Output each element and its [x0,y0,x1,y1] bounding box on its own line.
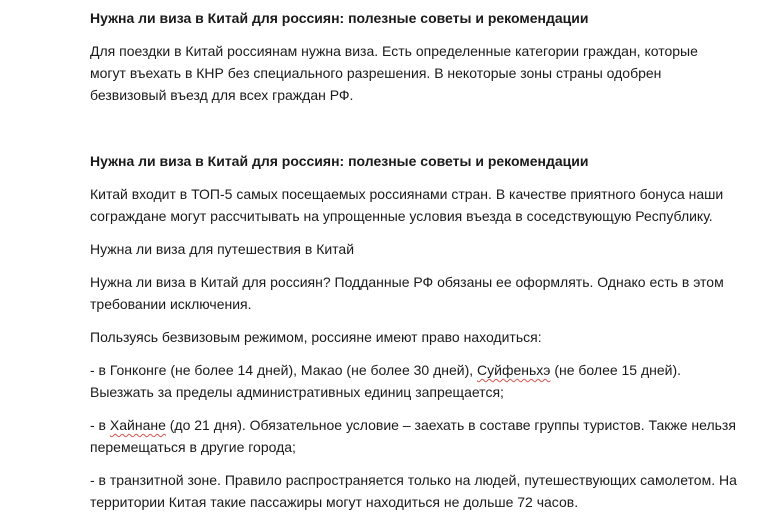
intro-line-2: могут въехать в КНР без специального разрешения. В некоторые зоны страны одобрен [90,65,662,81]
bullet-2-line-1 [90,414,736,436]
subheading: Нужна ли виза для путешествия в Китай [90,241,355,257]
intro-line-3: безвизовый въезд для всех граждан РФ. [90,87,354,103]
bullet-1-line-1 [90,359,681,381]
bullet-1-line-2: Выезжать за пределы административных единиц запрещается; [90,384,504,400]
bullet-2-text-b: (до 21 дня). Обязательное условие – заехать в составе группы туристов. Также нельзя [165,417,736,433]
bullet-2-line-2: перемещаться в другие города; [90,439,296,455]
bullet-1-text-a: - в Гонконге (не более 14 дней), Макао (не более 30 дней), [90,362,478,378]
heading-1: Нужна ли виза в Китай для россиян: полезные советы и рекомендации [90,10,589,26]
bullet-1-text-b: (не более 15 дней). [550,362,682,378]
para-3: Пользуясь безвизовым режимом, россияне имеют право находиться: [90,329,542,345]
para-2-line-1: Нужна ли виза в Китай для россиян? Подданные РФ обязаны ее оформлять. Однако есть в этом [90,274,724,290]
para-1-line-2: сограждане могут рассчитывать на упрощенные условия въезда в соседствующую Республику. [90,208,713,224]
para-2-line-2: требовании исключения. [90,296,252,312]
intro-line-1: Для поездки в Китай россиянам нужна виза. Есть определенные категории граждан, которые [90,43,698,59]
para-1-line-1: Китай входит в ТОП-5 самых посещаемых россиянами стран. В качестве приятного бонуса наши [90,186,724,202]
misspelled-word-suifenhe[interactable]: Суйфеньхэ [477,362,551,378]
misspelled-word-hainan[interactable]: Хайнане [109,417,166,433]
bullet-3-line-2: территории Китая такие пассажиры могут находиться не дольше 72 часов. [90,494,579,510]
bullet-2-text-a: - в [90,417,110,433]
bullet-3-line-1: - в транзитной зоне. Правило распространяется только на людей, путешествующих самолетом. На [90,472,737,488]
heading-2: Нужна ли виза в Китай для россиян: полезные советы и рекомендации [90,153,589,169]
